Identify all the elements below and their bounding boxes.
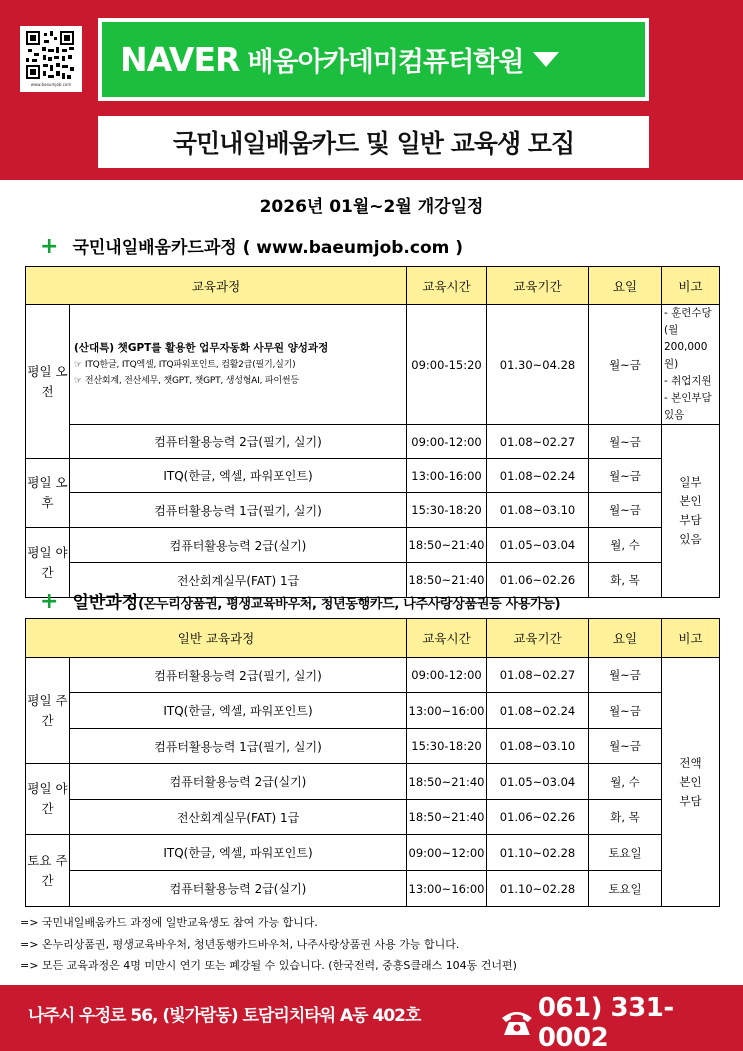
naver-search-text: 배움아카데미컴퓨터학원 <box>247 47 524 78</box>
note-line: => 모든 교육과정은 4명 미만시 연기 또는 폐강될 수 있습니다. (한국전력, 중흥S클래스 104동 건너편) <box>20 959 517 972</box>
card-section-heading <box>40 233 463 259</box>
course-cell: 전산회계실무(FAT) 1급 <box>70 563 407 598</box>
days-cell: 토요일 <box>589 871 662 907</box>
note-line: => 온누리상품권, 평생교육바우처, 청년동행카드바우처, 나주사랑상품권 사용 가능 합니다. <box>20 937 460 951</box>
course-cell: ITQ(한글, 엑셀, 파워포인트) <box>70 459 407 493</box>
note-cell: - 훈련수당 (월200,000원) - 취업지원 - 본인부담있음 <box>662 305 720 425</box>
card-course-table <box>25 266 720 598</box>
period-cell: 01.08~03.10 <box>487 493 589 528</box>
header-banner <box>0 0 743 180</box>
phone-number: 061) 331-0002 <box>537 993 674 1051</box>
card-section-title: 국민내일배움카드과정 ( www.baeumjob.com ) <box>72 238 464 258</box>
footer-address: 나주시 우정로 56, (빛가람동) 토담리치타워 A동 402호 <box>28 1006 421 1026</box>
footer-banner <box>0 985 743 1051</box>
time-cell: 15:30-18:20 <box>407 729 487 764</box>
table-row <box>26 871 720 907</box>
period-cell: 01.10~02.28 <box>487 835 589 871</box>
note-line: => 국민내일배움카드 과정에 일반교육생도 참여 가능 합니다. <box>20 916 318 929</box>
days-cell: 화, 목 <box>589 563 662 598</box>
period-cell: 01.30~04.28 <box>487 305 589 425</box>
period-cell: 01.08~02.24 <box>487 693 589 729</box>
period-cell: 01.05~03.04 <box>487 528 589 563</box>
column-header: 교육시간 <box>407 619 487 658</box>
time-cell: 13:00-16:00 <box>407 459 487 493</box>
naver-search-bar[interactable] <box>102 22 645 97</box>
time-cell: 18:50~21:40 <box>407 528 487 563</box>
telephone-icon <box>500 1008 534 1038</box>
group-label: 평일 야간 <box>26 764 70 835</box>
note-cell: 전액 본인 부담 <box>662 658 720 907</box>
days-cell: 월~금 <box>589 425 662 459</box>
triangle-down-icon <box>533 52 559 67</box>
qr-code-icon <box>26 31 74 79</box>
days-cell: 월~금 <box>589 729 662 764</box>
table-row <box>26 693 720 729</box>
table-header-row <box>26 267 720 305</box>
qr-caption: www.baeumjob.com <box>30 82 72 87</box>
time-cell: 13:00~16:00 <box>407 693 487 729</box>
days-cell: 월~금 <box>589 305 662 425</box>
general-section-heading <box>40 588 560 614</box>
days-cell: 월~금 <box>589 693 662 729</box>
time-cell: 09:00-15:20 <box>407 305 487 425</box>
course-cell: 컴퓨터활용능력 2급(필기, 실기) <box>70 425 407 459</box>
table-row <box>26 425 720 459</box>
column-header: 교육시간 <box>407 267 487 305</box>
general-course-table <box>25 618 720 907</box>
column-header: 비고 <box>662 619 720 658</box>
column-header: 교육기간 <box>487 267 589 305</box>
course-cell: 컴퓨터활용능력 1급(필기, 실기) <box>70 493 407 528</box>
time-cell: 15:30-18:20 <box>407 493 487 528</box>
column-header: 일반 교육과정 <box>26 619 407 658</box>
notes-list <box>20 912 517 977</box>
special-course-cell <box>70 305 407 425</box>
table-row <box>26 764 720 800</box>
special-course-line: ☞ ITQ한글, ITQ엑셀, ITQ파워포인트, 컴활2급(필기,실기) <box>74 360 296 370</box>
days-cell: 월~금 <box>589 493 662 528</box>
column-header: 요일 <box>589 267 662 305</box>
column-header: 교육과정 <box>26 267 407 305</box>
course-cell: 컴퓨터활용능력 1급(필기, 실기) <box>70 729 407 764</box>
table-row <box>26 658 720 693</box>
group-label: 평일 주간 <box>26 658 70 764</box>
column-header: 교육기간 <box>487 619 589 658</box>
column-header: 비고 <box>662 267 720 305</box>
page-title: 국민내일배움카드 및 일반 교육생 모집 <box>172 129 575 158</box>
table-row <box>26 493 720 528</box>
general-section-subtitle: (온누리상품권, 평생교육바우처, 청년동행카드, 나주사랑상품권등 사용가능) <box>138 597 561 612</box>
time-cell: 09:00-12:00 <box>407 658 487 693</box>
pointing-hand-icon: ☞ <box>74 376 82 386</box>
course-cell: 컴퓨터활용능력 2급(실기) <box>70 528 407 563</box>
general-section-title: 일반과정 <box>72 593 139 613</box>
special-course-line: ☞ 전산회계, 전산세무, 챗GPT, 챗GPT, 생성형AI, 파이썬등 <box>74 376 299 386</box>
days-cell: 월~금 <box>589 459 662 493</box>
column-header: 요일 <box>589 619 662 658</box>
special-course-title: (산대특) 챗GPT를 활용한 업무자동화 사무원 양성과정 <box>74 342 329 354</box>
group-label: 평일 오후 <box>26 459 70 528</box>
course-cell: 컴퓨터활용능력 2급(실기) <box>70 764 407 800</box>
period-cell: 01.06~02.26 <box>487 563 589 598</box>
naver-logo: NAVER <box>120 40 240 79</box>
schedule-title: 2026년 01월~2월 개강일정 <box>259 197 484 217</box>
course-cell: 전산회계실무(FAT) 1급 <box>70 800 407 835</box>
plus-icon: + <box>40 234 59 259</box>
period-cell: 01.08~02.27 <box>487 425 589 459</box>
qr-code-box[interactable] <box>20 26 82 92</box>
period-cell: 01.08~03.10 <box>487 729 589 764</box>
course-cell: 컴퓨터활용능력 2급(필기, 실기) <box>70 658 407 693</box>
group-label: 평일 야간 <box>26 528 70 598</box>
period-cell: 01.08~02.27 <box>487 658 589 693</box>
time-cell: 09:00-12:00 <box>407 425 487 459</box>
footer-phone[interactable] <box>500 993 743 1051</box>
plus-icon: + <box>40 589 59 614</box>
table-row <box>26 305 720 425</box>
period-cell: 01.05~03.04 <box>487 764 589 800</box>
time-cell: 18:50~21:40 <box>407 800 487 835</box>
period-cell: 01.10~02.28 <box>487 871 589 907</box>
naver-search-banner[interactable] <box>98 18 649 101</box>
days-cell: 화, 목 <box>589 800 662 835</box>
pointing-hand-icon: ☞ <box>74 360 82 370</box>
days-cell: 월, 수 <box>589 764 662 800</box>
table-row <box>26 835 720 871</box>
days-cell: 월~금 <box>589 658 662 693</box>
time-cell: 09:00~12:00 <box>407 835 487 871</box>
table-row <box>26 459 720 493</box>
time-cell: 13:00~16:00 <box>407 871 487 907</box>
time-cell: 18:50~21:40 <box>407 764 487 800</box>
period-cell: 01.08~02.24 <box>487 459 589 493</box>
table-row <box>26 729 720 764</box>
course-cell: ITQ(한글, 엑셀, 파워포인트) <box>70 835 407 871</box>
table-row <box>26 800 720 835</box>
days-cell: 토요일 <box>589 835 662 871</box>
course-cell: 컴퓨터활용능력 2급(실기) <box>70 871 407 907</box>
note-cell: 일부 본인 부담 있음 <box>662 425 720 598</box>
course-cell: ITQ(한글, 엑셀, 파워포인트) <box>70 693 407 729</box>
group-label: 평일 오전 <box>26 305 70 459</box>
time-cell: 18:50~21:40 <box>407 563 487 598</box>
table-row <box>26 528 720 563</box>
table-header-row <box>26 619 720 658</box>
period-cell: 01.06~02.26 <box>487 800 589 835</box>
days-cell: 월, 수 <box>589 528 662 563</box>
title-box <box>98 116 649 168</box>
group-label: 토요 주간 <box>26 835 70 907</box>
